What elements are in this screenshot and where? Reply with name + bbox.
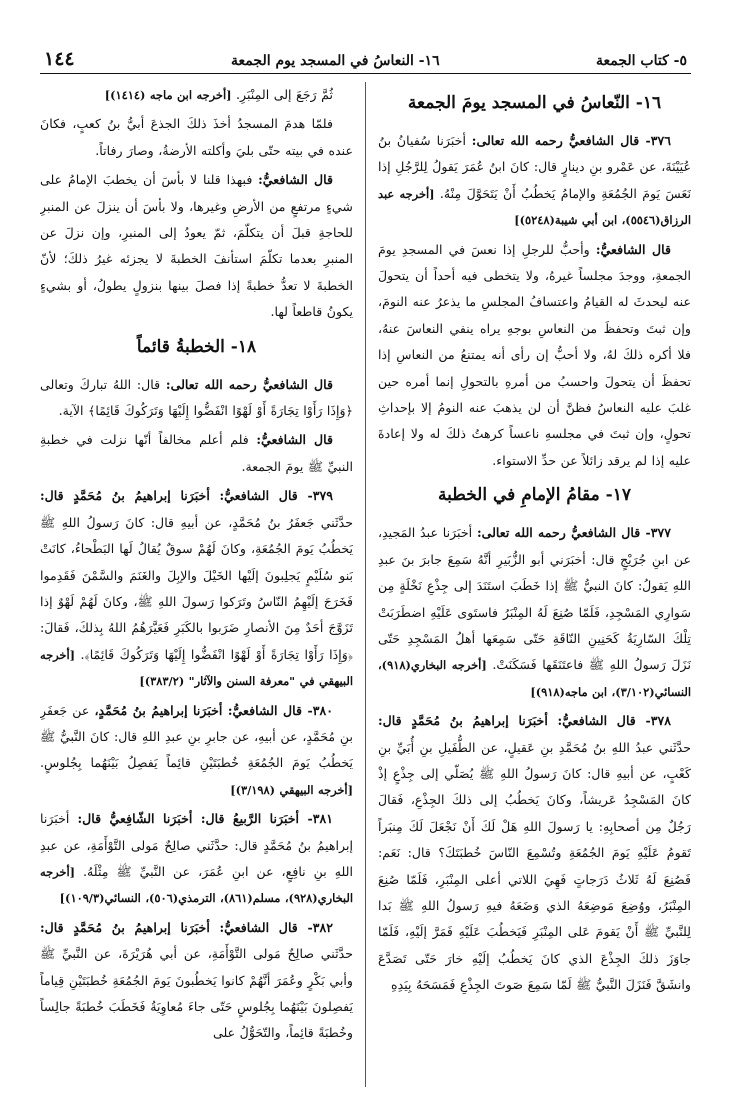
- hadith-entry: [40, 698, 353, 804]
- source-citation: [أخرجه البيهقي (٣/١٩٨)]: [230, 782, 353, 797]
- section-heading: ١٨- الخطبةُ قائماً: [136, 336, 257, 357]
- entry-number: ٣٨١: [312, 811, 333, 827]
- entry-number: ٣٧٨: [650, 713, 671, 729]
- entry-lead: - أخبَرَنا الرَّبيعُ قال: أخبَرَنا الشّافِعيُّ قال:: [77, 811, 313, 827]
- entry-number: ٣٧٧: [650, 525, 671, 541]
- entry-lead: قال الشافعيُّ:: [258, 172, 333, 188]
- running-header: [40, 48, 691, 74]
- paragraph: [40, 111, 353, 164]
- entry-lead: - قال الشافعيُّ رحمه الله تعالى:: [471, 133, 651, 148]
- section-heading: ١٦- النّعاسُ في المسجد يومَ الجمعة: [407, 93, 662, 113]
- entry-lead: - قال الشافعيُّ: أخبَرَنا إبراهيمُ بنُ مُحَمَّدٍ قال:: [40, 488, 313, 504]
- hadith-entry: [378, 128, 691, 234]
- entry-text: أخبَرَنا سُفيانُ بنُ عُيَيْنَةَ، عن عَمْرو بنِ دينارٍ قال: كانَ ابنُ عُمَرَ يَقولُ لِلرَّجُلِ إذا نَعَسَ يَومَ الجُمُعَةِ والإمامُ يَخطُبُ أَنْ يَتَحَوَّلَ مِنْهُ.: [378, 133, 691, 201]
- entry-lead: قال الشافعيُّ:: [595, 241, 671, 257]
- hadith-entry: [378, 708, 691, 998]
- section-heading: ١٧- مقامُ الإمامِ في الخطبة: [438, 485, 631, 506]
- entry-text: قال: اللهُ تباركَ وتعالى ﴿وَإِذَا رَأَوْا تِجَارَةً أَوْ لَهْوًا انْفَضُّوا إِلَيْهَا وَتَرَكُوكَ قَائِمًا﴾ الآية.: [40, 376, 353, 419]
- entry-lead: قال الشافعيُّ:: [256, 432, 333, 448]
- entry-text: عن جَعفَرِ بنِ مُحَمَّدٍ، عن أبيهِ، عن جابرِ بنِ عبدِ اللهِ قال: كانَ النَّبيُّ ﷺ يَخطُبُ يَومَ الجُمُعَةِ خُطبَتَيْنِ قائِماً يَفصِلُ بَيْنَهُما بِجُلوسٍ.: [40, 702, 353, 771]
- entry-text: وأحبُّ للرجلِ إذا نعسَ في المسجدِ يومَ الجمعةِ، ووجدَ مجلساً غيرهُ، ولا يتخطى فيه أحداً أن يتحولَ عنه ليحدثَ له القيامُ واعتسافُ المجلسِ ما يذعرُ عنه النومَ، وإن ثبتَ وتحفظَ من النعاسِ بوجهِ يراه ينفي النعاسَ عنهُ، فلا أكره ذلكَ لهُ، ولا أحبُّ إن رأى أنه يمتنعُ من النعاسِ إذا تحفظَ أن يتحولَ واحسبُ من أمرهِ بالتحولِ إنما أمره حين غلبَ عليه النعاسُ فظنَّ أن لن يذهبَ عنه النومُ إلا بإحداثِ تحولٍ، وإن ثبتَ في مجلسهِ ناعساً كرهتُ ذلكَ له ولا إعادةَ عليه إذا لم يرقد زائلاً عن حدِّ الاستواء.: [378, 241, 691, 468]
- paragraph: [40, 82, 353, 108]
- entry-text: حدَّثَني صالِحٌ مَولى التَّوْأَمَةِ، عن أبي هُرَيْرَةَ، عن النَّبيِّ ﷺ وأبي بَكْرٍ وعُمَرَ أنَّهُمْ كانوا يَخطُبونَ يَومَ الجُمُعَةِ خُطبَتَيْنِ قِياماً يَفصِلونَ بَيْنَهُما بِجُلوسٍ حَتّى جاءَ مُعاوِيَةُ فَخَطَبَ خُطبَةً جالِساً وخُطبَةً قائِماً، والتّحَوُّلُ على: [40, 946, 353, 1041]
- entry-text: فلمّا هدمَ المسجدُ أخذَ ذلكَ الجذعَ أبيُّ بنُ كعبٍ، فكانَ عنده في بيته حتّى بليَ وأكلته الأرضةُ، وصارَ رفاتاً.: [40, 116, 353, 158]
- entry-lead: - قال الشافعيُّ رحمه الله تعالى:: [476, 525, 651, 541]
- text-columns: [40, 82, 691, 1087]
- source-citation: [أخرجه البخاري(٩١٨)، النسائي(٣/١٠٢)، ابن ماجه(٩١٨)]: [378, 658, 691, 699]
- entry-lead: - قال الشافعيُّ: أخبَرَنا إبراهيمُ بنُ مُحَمَّدٍ قال:: [40, 919, 313, 935]
- entry-number: ٣٧٩: [312, 488, 333, 504]
- source-citation: [أخرجه ابن ماجه (١٤١٤)]: [104, 88, 232, 102]
- left-column: [40, 82, 353, 1087]
- entry-text: حدَّثَني عبدُ اللهِ بنُ مُحَمَّدِ بنِ عَقيلٍ، عن الطُّفَيلِ بنِ أُبَيِّ بنِ كَعْبٍ، عن أبيهِ قال: كانَ رَسولُ اللهِ ﷺ يُصَلّي إلى جِذْعٍ إذْ كانَ المَسْجِدُ عَريشاً، وكانَ يَخطُبُ إلى ذلكَ الجِذْعِ، فَقالَ رَجُلٌ مِن أصحابِهِ: يا رَسولَ اللهِ هَلْ لَكَ أَنْ نَجْعَلَ لَكَ مِنبَراً تَقومُ عَلَيْهِ يَومَ الجُمُعَةِ وتُسْمِعَ النّاسَ خُطبَتَكَ؟ قال: نَعَم: فَصُنِعَ لَهُ ثَلاثُ دَرَجاتٍ فَهِيَ اللاتي أعلى المِنْبَرِ، فَلَمّا صُنِعَ المِنْبَرُ، ووُضِعَ مَوضِعَهُ الذي وَضَعَهُ فيهِ رَسولُ اللهِ ﷺ بَدا لِلنَّبيِّ ﷺ أَنْ يَقومَ عَلى المِنْبَرِ فَيَخطُبَ عَلَيْهِ فَمَرَّ إلَيْهِ، فَلَمّا جاوَزَ ذلكَ الجِذْعَ الذي كانَ يَخطُبُ إلَيْهِ خارَ حَتّى تَصَدَّعَ وانشَقَّ فَنَزَلَ النَّبيُّ ﷺ لَمّا سَمِعَ صَوتَ الجِذْعِ فَمَسَحَهُ بِيَدِهِ: [378, 739, 691, 993]
- hadith-entry: [378, 520, 691, 705]
- entry-number: ٣٨٠: [312, 702, 333, 718]
- page-number: ١٤٤: [44, 48, 75, 70]
- chapter-title: ٥- كتاب الجمعة: [596, 53, 687, 69]
- right-column: [378, 82, 691, 1087]
- entry-text: أخبَرَنا إبراهيمُ بنُ مُحَمَّدٍ قال: حدَّثَني صالِحٌ مَولى التَّوْأَمَةِ، عن عبدِ اللهِ بنِ نافِعٍ، عن ابنِ عُمَرَ، عن النَّبيِّ ﷺ مِثْلَهُ.: [40, 811, 353, 879]
- paragraph: [378, 237, 691, 475]
- entry-text: فلم أعلم مخالفاً أنّها نزلت في خطبةِ النبيِّ ﷺ يومَ الجمعة.: [40, 432, 353, 474]
- source-citation: [أخرجه البخاري(٩٢٨)، مسلم(٨٦١)، الترمذي(٥٠٦)، النسائي(١٠٩/٣)]: [40, 864, 353, 906]
- entry-text: فبهذا قلنا لا بأسَ أن يخطبَ الإمامُ على شيءٍ مرتفعٍ من الأرضِ وغيرها، ولا بأسَ أن ينزلَ عن المنبرِ للحاجةِ قبلَ أن يتكلّمَ، ثمّ يعودُ إلى المنبرِ، وإن نزلَ عن المنبرِ بعدما تكلّمَ استأنفَ الخطبةَ لا يجزئه غيرُ ذلكَ؛ لأنّ الخطبةَ لا تعدُّ خطبةً إذا فصلَ بينها بنزولٍ يطولُ، أو بشيءٍ يكونُ قاطعاً لها.: [40, 172, 353, 320]
- paragraph: [40, 427, 353, 480]
- entry-number: ٣٨٢: [312, 919, 333, 935]
- entry-lead: قال الشافعيُّ رحمه الله تعالى:: [165, 376, 333, 392]
- entry-lead: - قال الشافعيُّ: أخبَرَنا إبراهيمُ بنُ مُحَمَّدٍ قال:: [378, 713, 651, 729]
- paragraph: [40, 167, 353, 325]
- hadith-entry: [40, 806, 353, 912]
- hadith-entry: [40, 915, 353, 1047]
- source-citation: [أخرجه البيهقي في "معرفة السنن والآثار" (٣٨٣/٢)]: [40, 647, 353, 689]
- section-title: ١٦- النعاسُ في المسجد يوم الجمعة: [231, 53, 440, 69]
- entry-text: حدَّثَني جَعفَرُ بنُ مُحَمَّدٍ، عن أبيهِ قال: كانَ رَسولُ اللهِ ﷺ يَخطُبُ يَومَ الجُمُعَةِ، وكانَ لَهُمْ سوقٌ يُقالُ لَها البَطْحاءُ، كانَتْ بَنو سُلَيْمٍ يَجلِبونَ إلَيْها الخَيْلَ والإبِلَ والغَنَمَ والسَّمْنَ فَقَدِموا فَخَرَجَ إلَيْهِمُ النّاسُ وتَرَكوا رَسولَ اللهِ ﷺ، وكانَ لَهُمْ لَهْوٌ إذا تَزَوَّجَ أحَدٌ مِنَ الأنصارِ ضَرَبوا بالكَبَرِ فَعَيَّرَهُمُ اللهُ بِذلكَ، فَقالَ: ﴿وَإِذَا رَأَوْا تِجَارَةً أَوْ لَهْوًا انْفَضُّوا إِلَيْهَا وَتَرَكُوكَ قَائِمًا﴾.: [40, 514, 353, 662]
- source-citation: [أخرجه عبد الرزاق(٥٥٤٦)، ابن أبي شيبة(٥٢٤٨)]: [378, 186, 691, 228]
- hadith-entry: [40, 483, 353, 694]
- entry-number: ٣٧٦: [650, 133, 671, 148]
- column-divider: [365, 82, 366, 1087]
- entry-text: أخبَرَنا عبدُ المَجيدِ، عن ابنِ جُرَيْجٍ قال: أخبَرَني أبو الزُّبَيرِ أنَّهُ سَمِعَ جابرَ بنَ عبدِ اللهِ يَقولُ: كانَ النبيُّ ﷺ إذا خَطَبَ استَنَدَ إلى جِذْعِ نَخْلَةٍ مِن سَوارِي المَسْجِدِ، فَلَمّا صُنِعَ لَهُ المِنْبَرُ فاستَوى عَلَيْهِ اضطَرَبَتْ تِلْكَ السّارِيَةُ كَحَنِينِ النّاقَةِ حَتّى سَمِعَها أهلُ المَسْجِدِ حَتّى نَزَلَ رَسولُ اللهِ ﷺ فاعتَنَقَها فَسَكَنَتْ.: [378, 525, 691, 673]
- entry-lead: - قال الشافعيُّ: أخبَرَنا إبراهيمُ بنُ مُحَمَّدٍ،: [94, 702, 313, 718]
- entry-text: ثُمَّ رَجَعَ إلى المِنْبَرِ.: [236, 87, 333, 102]
- paragraph: [40, 372, 353, 425]
